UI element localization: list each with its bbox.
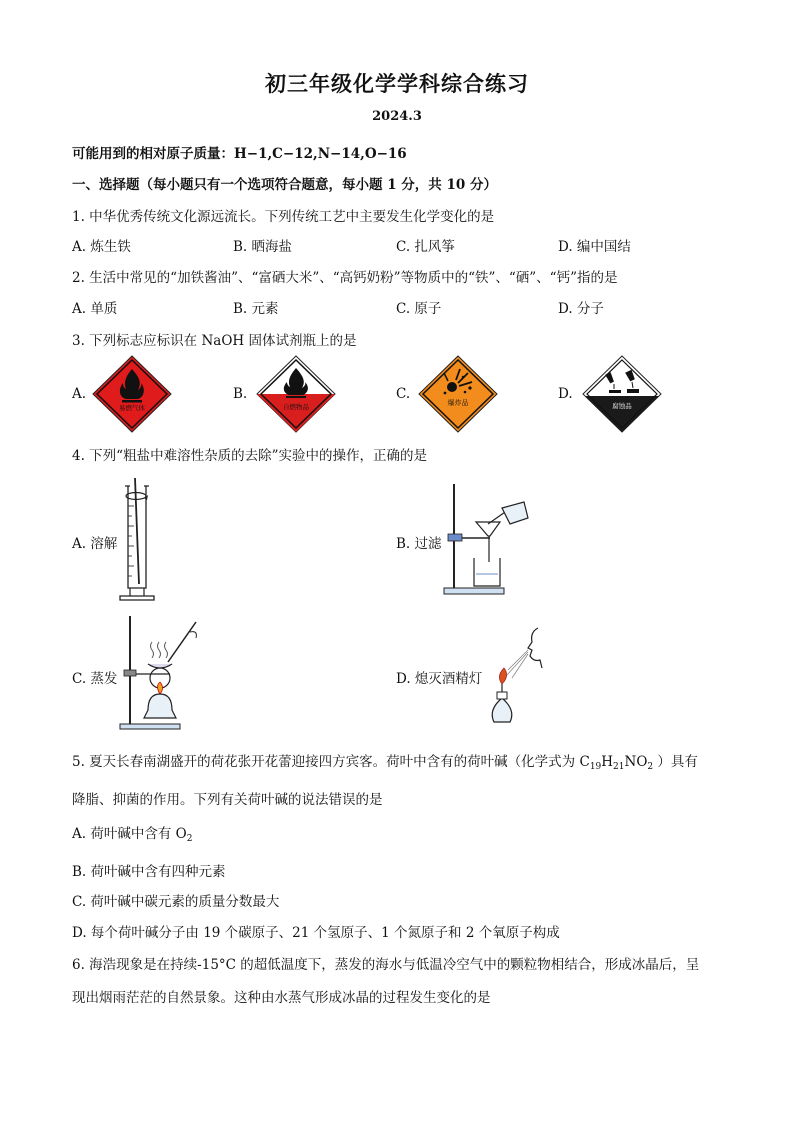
q4-option-a[interactable]: A. 溶解 [72, 536, 118, 552]
q5-option-b[interactable]: B. 荷叶碱中含有四种元素 [72, 864, 226, 880]
spontaneous-combustion-label: 自燃物品 [283, 403, 309, 411]
flammable-gas-sign[interactable] [92, 355, 172, 433]
q3-option-c[interactable]: C. [396, 386, 411, 402]
q2-option-a[interactable]: A. 单质 [72, 301, 118, 317]
q5-stem-line2: 降脂、抑菌的作用。下列有关荷叶碱的说法错误的是 [72, 792, 383, 808]
section-heading: 一、选择题（每小题只有一个选项符合题意，每小题 1 分，共 10 分） [72, 177, 497, 193]
q2-option-b[interactable]: B. 元素 [233, 301, 279, 317]
q3-option-b[interactable]: B. [233, 386, 248, 402]
q1-option-d[interactable]: D. 编中国结 [558, 239, 631, 255]
breath-lines-icon [506, 650, 528, 678]
q1-stem: 1. 中华优秀传统文化源远流长。下列传统工艺中主要发生化学变化的是 [72, 209, 495, 225]
q5-stem-end: ）具有 [657, 754, 698, 770]
q4-stem: 4. 下列“粗盐中难溶性杂质的去除”实验中的操作，正确的是 [72, 448, 427, 464]
chemical-formula: $C_{19}H_{21}NO_2$ [579, 754, 654, 772]
corrosive-label: 腐蚀品 [612, 402, 632, 410]
q2-stem: 2. 生活中常见的“加铁酱油”、“富硒大米”、“高钙奶粉”等物质中的“铁”、“硒”、“钙”指的是 [72, 270, 618, 286]
blowing-lamp-figure [484, 622, 556, 726]
evaporation-figure [118, 614, 210, 734]
q2-option-c[interactable]: C. 原子 [396, 301, 442, 317]
q1-option-a[interactable]: A. 炼生铁 [72, 239, 131, 255]
explosive-label: 爆炸品 [447, 399, 469, 407]
q1-option-c[interactable]: C. 扎风筝 [396, 239, 455, 255]
q5-option-a[interactable]: A. 荷叶碱中含有 $O_2$ [72, 826, 193, 844]
q2-option-d[interactable]: D. 分子 [558, 301, 604, 317]
dissolving-cylinder-figure [116, 476, 162, 604]
exam-date: 2024.3 [372, 109, 422, 124]
q3-stem: 3. 下列标志应标识在 NaOH 固体试剂瓶上的是 [72, 333, 357, 349]
q5-option-c[interactable]: C. 荷叶碱中碳元素的质量分数最大 [72, 894, 280, 910]
atomic-mass-note: 可能用到的相对原子质量：H−1,C−12,N−14,O−16 [72, 146, 407, 162]
q1-option-b[interactable]: B. 晒海盐 [233, 239, 293, 255]
q4-option-b[interactable]: B. 过滤 [396, 536, 442, 552]
corrosive-sign[interactable] [582, 355, 662, 433]
q3-option-a[interactable]: A. [72, 386, 87, 402]
q6-stem-line1: 6. 海浩现象是在持续-15°C 的超低温度下，蒸发的海水与低温冷空气中的颗粒物相结合，形成冰晶后，呈 [72, 957, 700, 973]
q3-option-d[interactable]: D. [558, 386, 573, 402]
q5-stem-start: 5. 夏天长春南湖盛开的荷花张开花蕾迎接四方宾客。荷叶中含有的荷叶碱（化学式为 [72, 754, 576, 770]
q4-option-c[interactable]: C. 蒸发 [72, 671, 118, 687]
q5-option-d[interactable]: D. 每个荷叶碱分子由 19 个碳原子、21 个氢原子、1 个氮原子和 2 个氧原子构成 [72, 925, 560, 941]
q5-stem [72, 750, 698, 772]
spontaneous-combustion-sign[interactable] [256, 355, 336, 433]
explosive-sign[interactable] [418, 355, 498, 433]
q4-option-d[interactable]: D. 熄灭酒精灯 [396, 671, 483, 687]
flammable-gas-label: 易燃气体 [119, 404, 145, 412]
page-title: 初三年级化学学科综合练习 [265, 71, 529, 96]
filtration-figure [438, 478, 534, 598]
q6-stem-line2: 现出烟雨茫茫的自然景象。这种由水蒸气形成冰晶的过程发生变化的是 [72, 990, 491, 1006]
